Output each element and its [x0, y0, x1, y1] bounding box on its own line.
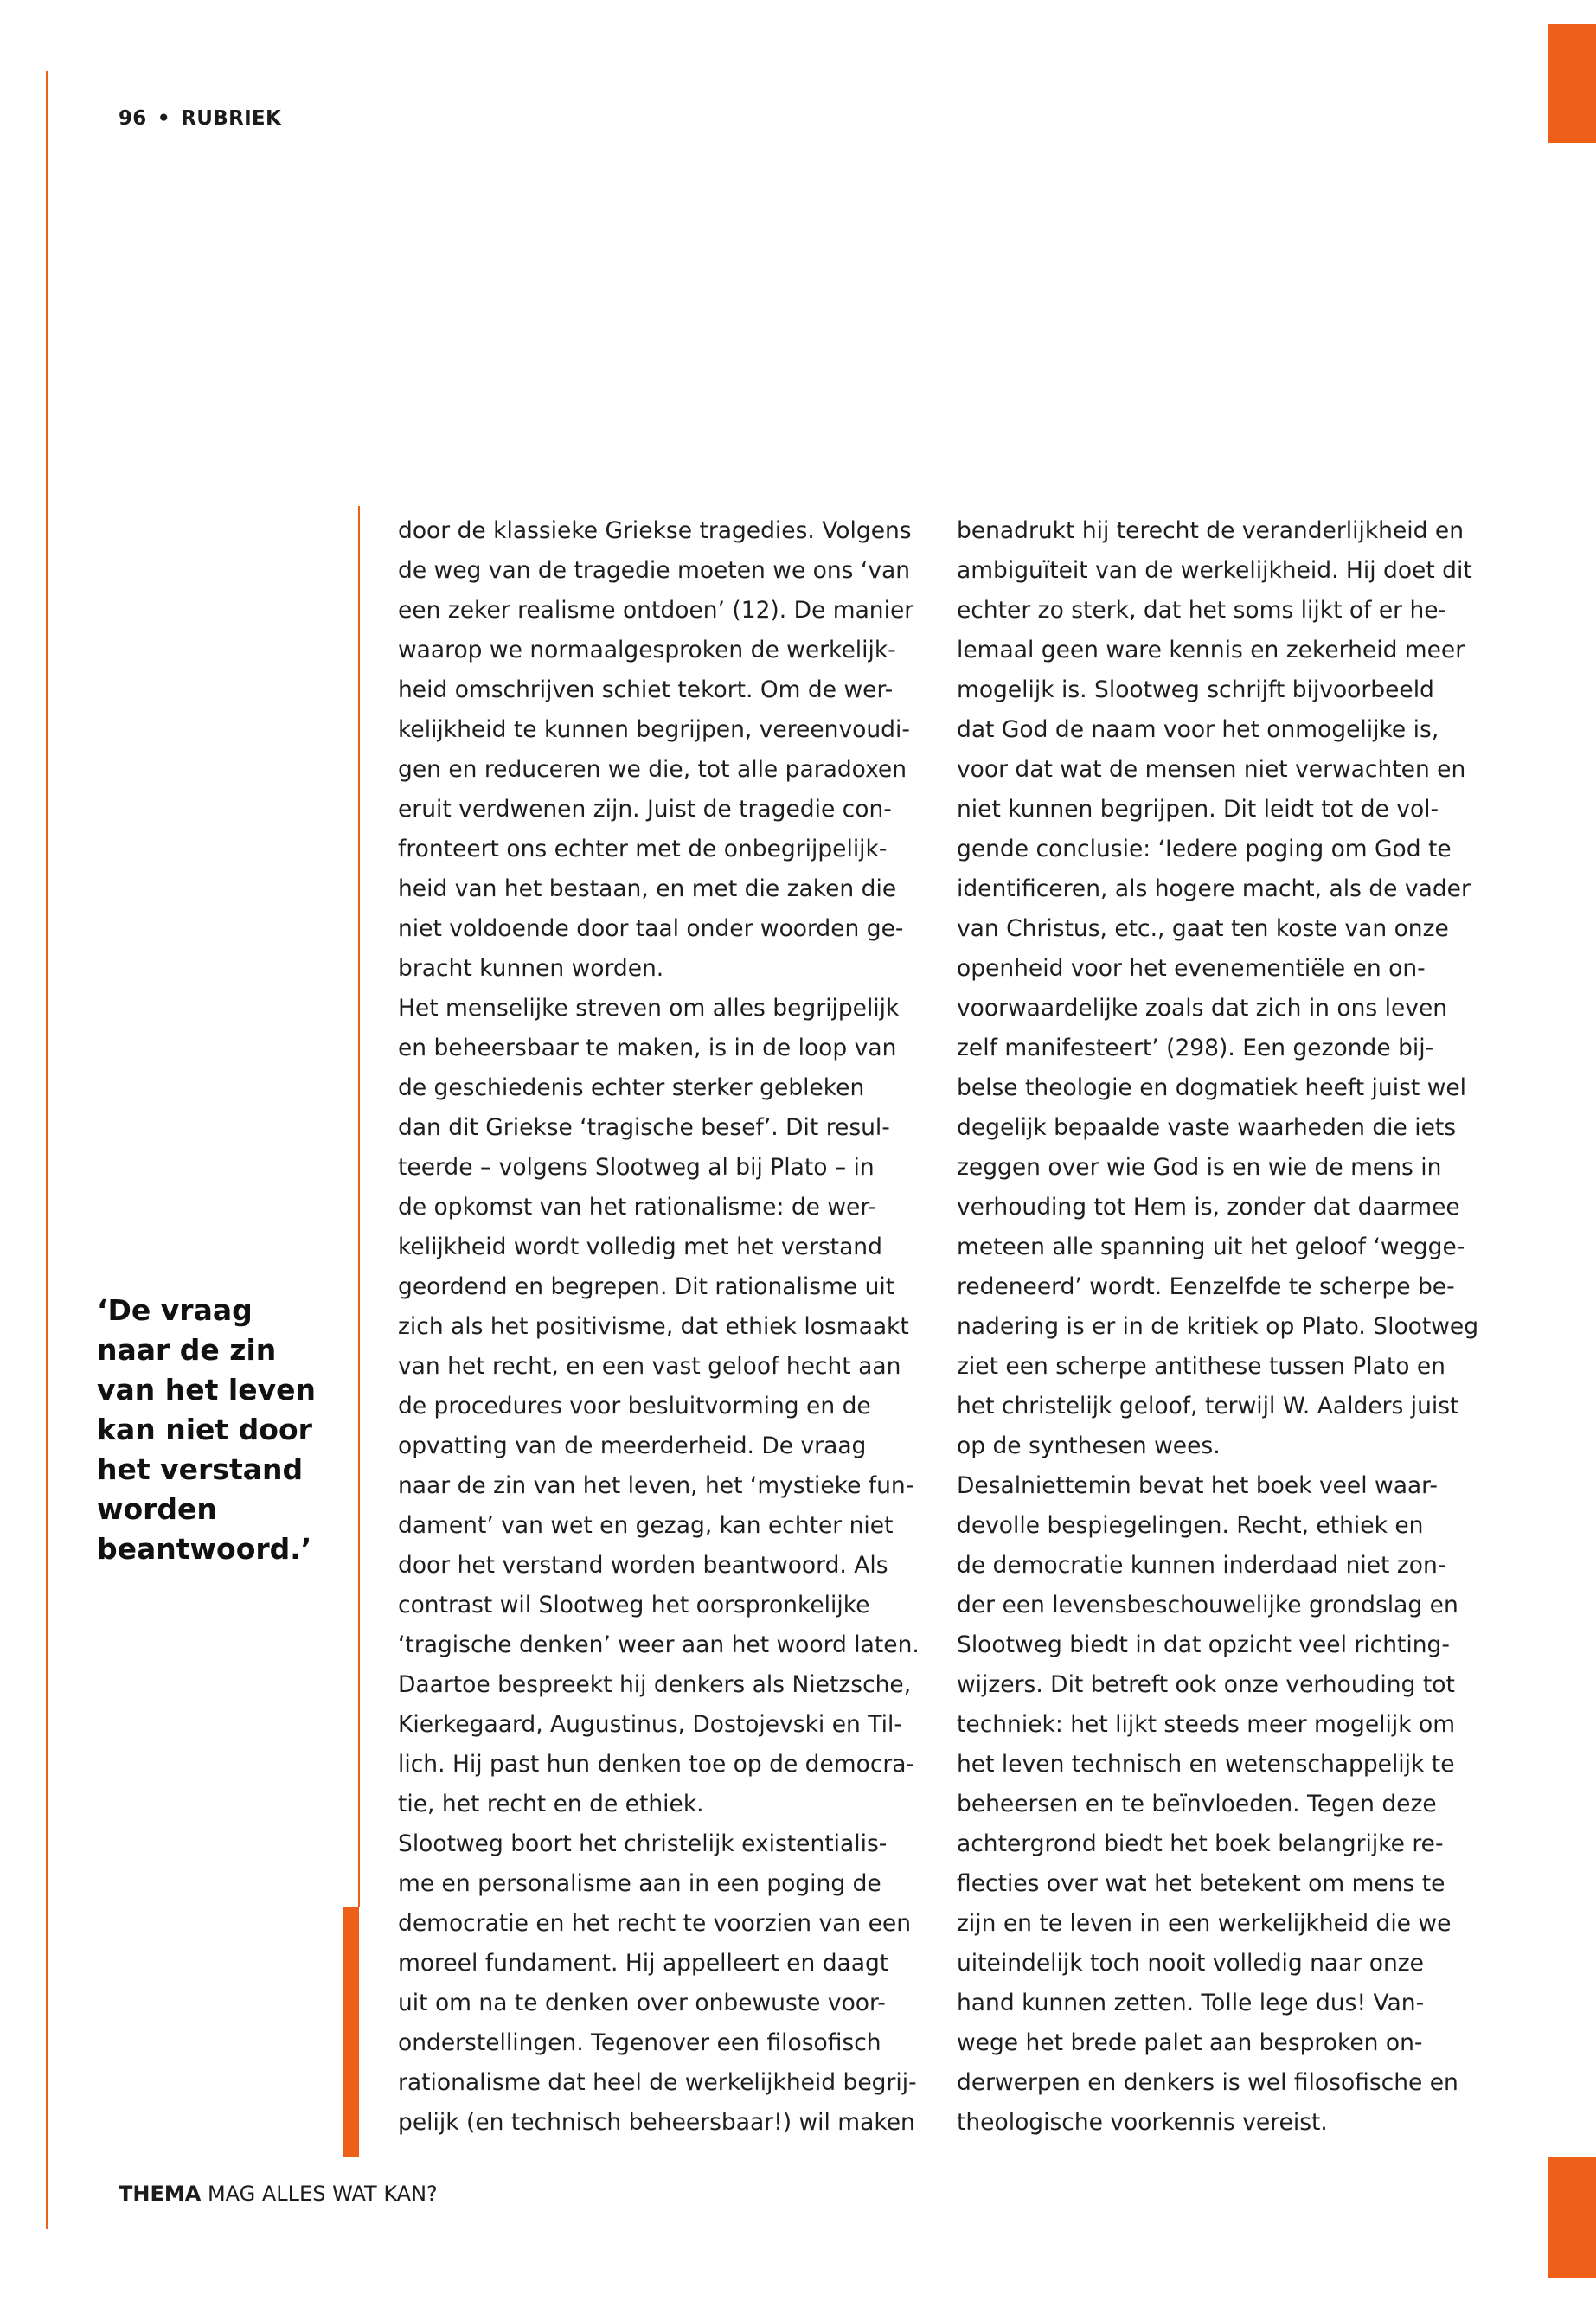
body-text-line: en beheersbaar te maken, is in de loop van [398, 1035, 897, 1061]
body-text-line: dament’ van wet en gezag, kan echter niet [398, 1512, 894, 1539]
body-text-line: bracht kunnen worden. [398, 955, 664, 982]
body-text-line: gen en reduceren we die, tot alle paradoxen [398, 756, 907, 783]
body-text-line: redeneerd’ wordt. Eenzelfde te scherpe be- [957, 1273, 1455, 1300]
pull-quote-line: ‘De vraag [97, 1293, 253, 1327]
body-text-line: niet voldoende door taal onder woorden ge- [398, 915, 904, 942]
body-text-line: de democratie kunnen inderdaad niet zon- [957, 1552, 1446, 1579]
body-text-line: beheersen en te beïnvloeden. Tegen deze [957, 1791, 1437, 1817]
body-text-line: zelf manifesteert’ (298). Een gezonde bij- [957, 1035, 1434, 1061]
body-text-line: verhouding tot Hem is, zonder dat daarmee [957, 1194, 1460, 1221]
body-text-line: dan dit Griekse ‘tragische besef’. Dit resul- [398, 1114, 890, 1141]
body-text-line: Kierkegaard, Augustinus, Dostojevski en Til- [398, 1711, 902, 1738]
body-text-line: eruit verdwenen zijn. Juist de tragedie con- [398, 796, 892, 823]
body-text-line: wege het brede palet aan besproken on- [957, 2029, 1423, 2056]
body-text-line: Desalniettemin bevat het boek veel waar- [957, 1472, 1438, 1499]
body-text-line: de weg van de tragedie moeten we ons ‘van [398, 557, 911, 584]
body-text-line: onderstellingen. Tegenover een filosofisch [398, 2029, 881, 2056]
body-text-line: uit om na te denken over onbewuste voor- [398, 1990, 886, 2016]
body-text-line: door de klassieke Griekse tragedies. Volgens [398, 517, 912, 544]
body-text-line: heid omschrijven schiet tekort. Om de wer- [398, 676, 894, 703]
body-text-line: Het menselijke streven om alles begrijpelijk [398, 995, 900, 1022]
body-text-line: het christelijk geloof, terwijl W. Aalders juist [957, 1393, 1459, 1420]
body-text-line: contrast wil Slootweg het oorspronkelijke [398, 1592, 870, 1618]
body-text-line: de geschiedenis echter sterker gebleken [398, 1074, 865, 1101]
body-text-line: op de synthesen wees. [957, 1433, 1221, 1459]
running-header [119, 107, 281, 130]
pull-quote-line: van het leven [97, 1373, 316, 1407]
body-text-line: het leven technisch en wetenschappelijk te [957, 1751, 1455, 1778]
body-text-line: voorwaardelijke zoals dat zich in ons leven [957, 995, 1448, 1022]
body-text-line: openheid voor het evenementiële en on- [957, 955, 1426, 982]
top-accent-tab [1548, 24, 1596, 143]
body-text-line: flecties over wat het betekent om mens te [957, 1870, 1445, 1897]
body-text-line: pelijk (en technisch beheersbaar!) wil maken [398, 2109, 915, 2136]
pull-quote-line: kan niet door [97, 1413, 312, 1446]
body-text-line: de procedures voor besluitvorming en de [398, 1393, 871, 1420]
pull-quote [97, 1292, 348, 1570]
body-text-line: lich. Hij past hun denken toe op de democra- [398, 1751, 915, 1778]
body-text-line: theologische voorkennis vereist. [957, 2109, 1328, 2136]
body-text-line: rationalisme dat heel de werkelijkheid begrij- [398, 2069, 917, 2096]
bottom-accent-tab [1548, 2157, 1596, 2278]
body-text-line: benadrukt hij terecht de veranderlijkheid en [957, 517, 1464, 544]
body-text-line: zijn en te leven in een werkelijkheid die we [957, 1910, 1452, 1937]
pull-quote-line: het verstand [97, 1452, 304, 1486]
pull-quote-line: worden [97, 1492, 217, 1526]
body-text-line: ziet een scherpe antithese tussen Plato en [957, 1353, 1445, 1380]
body-text-line: fronteert ons echter met de onbegrijpelijk- [398, 836, 888, 862]
body-text-line: echter zo sterk, dat het soms lijkt of er he- [957, 597, 1447, 624]
body-text-line: gende conclusie: ‘Iedere poging om God te [957, 836, 1452, 862]
body-text-line: meteen alle spanning uit het geloof ‘wegge- [957, 1234, 1465, 1260]
body-text-line: teerde – volgens Slootweg al bij Plato – in [398, 1154, 875, 1181]
body-text-line: belse theologie en dogmatiek heeft juist wel [957, 1074, 1467, 1101]
body-text-line: der een levensbeschouwelijke grondslag en [957, 1592, 1458, 1618]
body-text-line: van Christus, etc., gaat ten koste van onze [957, 915, 1449, 942]
body-text-line: Slootweg boort het christelijk existentialis- [398, 1830, 888, 1857]
page-number: 96 [119, 107, 147, 130]
body-text-line: zich als het positivisme, dat ethiek losmaakt [398, 1313, 909, 1340]
body-text-line: wijzers. Dit betreft ook onze verhouding tot [957, 1671, 1455, 1698]
body-text-line: geordend en begrepen. Dit rationalisme uit [398, 1273, 895, 1300]
body-text-line: uiteindelijk toch nooit volledig naar onze [957, 1950, 1424, 1977]
body-text-line: kelijkheid wordt volledig met het verstand [398, 1234, 882, 1260]
body-text-line: ambiguïteit van de werkelijkheid. Hij doet dit [957, 557, 1472, 584]
body-text-line: mogelijk is. Slootweg schrijft bijvoorbeeld [957, 676, 1434, 703]
body-text-line: democratie en het recht te voorzien van een [398, 1910, 912, 1937]
body-text-line: tie, het recht en de ethiek. [398, 1791, 704, 1817]
body-text-line: opvatting van de meerderheid. De vraag [398, 1433, 867, 1459]
column-rule-thick [343, 1907, 359, 2157]
body-text-line: Daartoe bespreekt hij denkers als Nietzsche, [398, 1671, 912, 1698]
body-text-line: techniek: het lijkt steeds meer mogelijk om [957, 1711, 1456, 1738]
body-text-line: dat God de naam voor het onmogelijke is, [957, 716, 1439, 743]
footer-title: MAG ALLES WAT KAN? [207, 2182, 438, 2206]
body-text-line: kelijkheid te kunnen begrijpen, vereenvoudi- [398, 716, 910, 743]
body-text-line: identificeren, als hogere macht, als de vader [957, 875, 1471, 902]
body-text-line: voor dat wat de mensen niet verwachten en [957, 756, 1466, 783]
body-text-line: nadering is er in de kritiek op Plato. Slootweg [957, 1313, 1479, 1340]
left-margin-rule [46, 71, 48, 2229]
body-text-line: de opkomst van het rationalisme: de wer- [398, 1194, 877, 1221]
pull-quote-line: beantwoord.’ [97, 1532, 312, 1566]
body-text-line: achtergrond biedt het boek belangrijke re- [957, 1830, 1444, 1857]
section-label: RUBRIEK [181, 107, 282, 130]
body-text-line: heid van het bestaan, en met die zaken die [398, 875, 897, 902]
body-text-line: naar de zin van het leven, het ‘mystieke fun- [398, 1472, 914, 1499]
footer-series: THEMA [119, 2182, 202, 2206]
body-text-line: van het recht, en een vast geloof hecht aan [398, 1353, 901, 1380]
body-text-line: waarop we normaalgesproken de werkelijk- [398, 637, 896, 663]
body-text-line: Slootweg biedt in dat opzicht veel richting- [957, 1631, 1450, 1658]
body-text-line: devolle bespiegelingen. Recht, ethiek en [957, 1512, 1424, 1539]
column-rule-thin [358, 506, 360, 1907]
running-footer [119, 2182, 438, 2206]
body-column-left [398, 511, 926, 2143]
body-text-line: niet kunnen begrijpen. Dit leidt tot de vol- [957, 796, 1439, 823]
body-column-right [957, 511, 1510, 2143]
body-text-line: moreel fundament. Hij appelleert en daagt [398, 1950, 889, 1977]
body-text-line: lemaal geen ware kennis en zekerheid meer [957, 637, 1465, 663]
body-text-line: derwerpen en denkers is wel filosofische en [957, 2069, 1458, 2096]
pull-quote-line: naar de zin [97, 1333, 277, 1367]
body-text-line: degelijk bepaalde vaste waarheden die iets [957, 1114, 1457, 1141]
body-text-line: zeggen over wie God is en wie de mens in [957, 1154, 1442, 1181]
body-text-line: door het verstand worden beantwoord. Als [398, 1552, 888, 1579]
header-separator: • [157, 107, 170, 130]
body-text-line: ‘tragische denken’ weer aan het woord laten. [398, 1631, 920, 1658]
body-text-line: een zeker realisme ontdoen’ (12). De manier [398, 597, 914, 624]
body-text-line: me en personalisme aan in een poging de [398, 1870, 881, 1897]
body-text-line: hand kunnen zetten. Tolle lege dus! Van- [957, 1990, 1425, 2016]
